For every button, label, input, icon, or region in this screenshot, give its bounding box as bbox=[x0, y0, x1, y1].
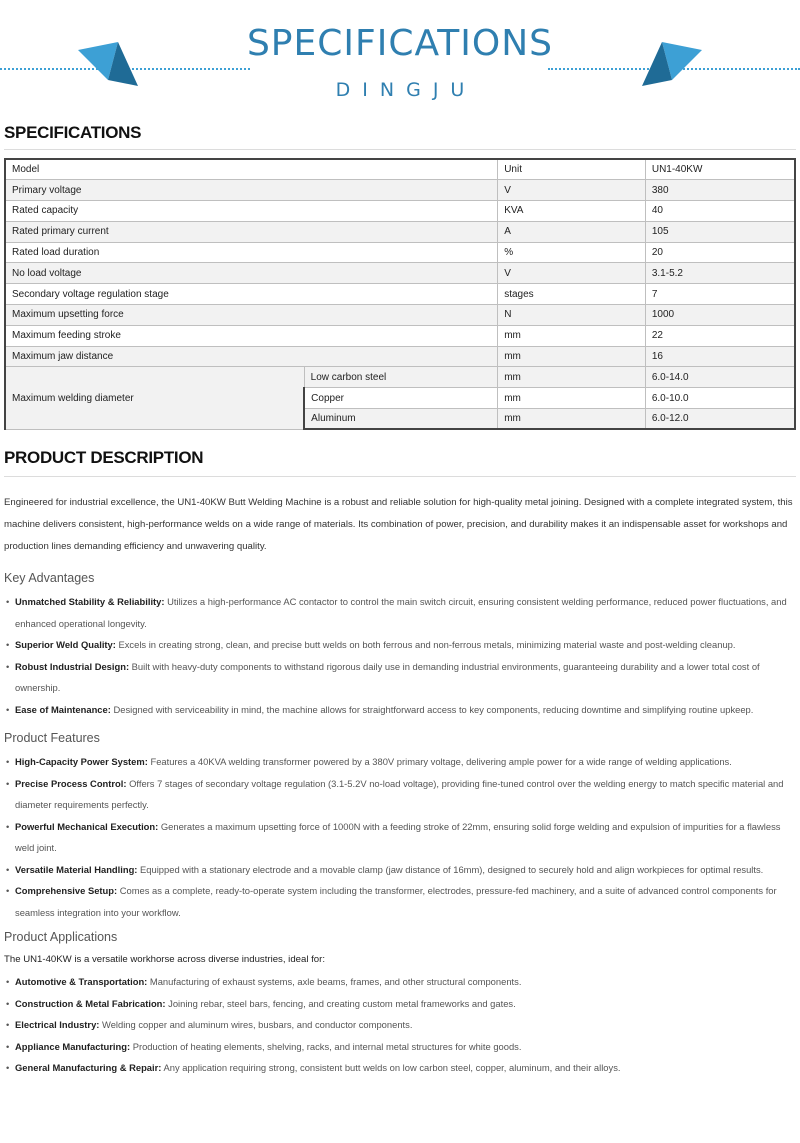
list-item bbox=[6, 656, 796, 699]
table-cell-unit: % bbox=[498, 242, 646, 263]
list-item bbox=[6, 1057, 796, 1079]
table-cell-unit: A bbox=[498, 221, 646, 242]
list-item-text: Any application requiring strong, consistent butt welds on low carbon steel, copper, aluminum, and their alloys. bbox=[161, 1062, 621, 1073]
description-paragraph: Engineered for industrial excellence, the UN1-40KW Butt Welding Machine is a robust and reliable solution for high-quality metal joining. Designed with a complete integrated system, this machine delivers consistent, high-performance welds on a wide range of materials. Its combination of power, precision, and durability makes it an indispensable asset for workshops and production lines demanding efficiency and unwavering quality. bbox=[4, 497, 793, 552]
list-item bbox=[6, 773, 796, 816]
table-cell-parameter: Maximum welding diameter bbox=[5, 367, 304, 429]
table-cell-unit: Unit bbox=[498, 159, 646, 180]
table-cell-value: 6.0-12.0 bbox=[645, 409, 795, 430]
list-item bbox=[6, 816, 796, 859]
table-cell-value: UN1-40KW bbox=[645, 159, 795, 180]
table-cell-unit: N bbox=[498, 305, 646, 326]
bullet-icon: • bbox=[6, 1019, 10, 1030]
list-item-text: Utilizes a high-performance AC contactor to control the main switch circuit, ensuring consistent welding performance, reduced power fluctuations, and enhanced operational longevity. bbox=[15, 596, 787, 629]
bullet-icon: • bbox=[6, 976, 10, 987]
table-row bbox=[5, 180, 795, 201]
table-cell-material: Low carbon steel bbox=[304, 367, 498, 388]
list-item-title: Automotive & Transportation: bbox=[15, 976, 148, 987]
bullet-icon: • bbox=[6, 885, 10, 896]
table-row bbox=[5, 263, 795, 284]
table-cell-value: 40 bbox=[645, 201, 795, 222]
table-cell-parameter: Rated primary current bbox=[5, 221, 498, 242]
table-cell-value: 3.1-5.2 bbox=[645, 263, 795, 284]
section-divider bbox=[4, 476, 796, 477]
list-item bbox=[6, 591, 796, 634]
table-cell-value: 6.0-10.0 bbox=[645, 388, 795, 409]
table-row bbox=[5, 367, 795, 388]
list-item bbox=[6, 699, 796, 721]
list-item-title: Electrical Industry: bbox=[15, 1019, 100, 1030]
bullet-icon: • bbox=[6, 820, 10, 832]
table-cell-value: 380 bbox=[645, 180, 795, 201]
list-item-title: Precise Process Control: bbox=[15, 777, 127, 789]
table-cell-unit: mm bbox=[498, 325, 646, 346]
applications-intro: The UN1-40KW is a versatile workhorse across diverse industries, ideal for: bbox=[4, 954, 325, 965]
list-item-title: Unmatched Stability & Reliability: bbox=[15, 596, 165, 607]
list-item-text: Designed with serviceability in mind, the machine allows for straightforward access to key components, reducing downtime and simplifying routine upkeep. bbox=[110, 703, 754, 715]
list-item-title: Versatile Material Handling: bbox=[15, 863, 138, 875]
table-cell-parameter: Rated capacity bbox=[5, 201, 498, 222]
list-item bbox=[6, 993, 796, 1015]
table-cell-unit: mm bbox=[498, 388, 646, 409]
product-applications-heading: Product Applications bbox=[4, 930, 118, 944]
list-item-text: Equipped with a stationary electrode and a movable clamp (jaw distance of 16mm), designed to securely hold and align workpieces for optimal results. bbox=[137, 863, 764, 875]
list-item-title: Comprehensive Setup: bbox=[15, 885, 118, 896]
table-cell-parameter: Maximum upsetting force bbox=[5, 305, 498, 326]
specifications-table bbox=[4, 158, 796, 430]
key-advantages-heading: Key Advantages bbox=[4, 571, 95, 585]
list-item-title: Appliance Manufacturing: bbox=[15, 1040, 131, 1052]
product-description-heading: PRODUCT DESCRIPTION bbox=[4, 448, 204, 467]
banner-subtitle: DINGJU bbox=[335, 79, 477, 101]
bullet-icon: • bbox=[6, 639, 10, 650]
table-cell-unit: V bbox=[498, 263, 646, 284]
table-header-row bbox=[5, 159, 795, 180]
list-item-text: Features a 40KVA welding transformer powered by a 380V primary voltage, delivering ample power for a wide range of welding applications. bbox=[147, 756, 732, 767]
product-applications-list bbox=[6, 971, 796, 1079]
list-item-text: Joining rebar, steel bars, fencing, and creating custom metal frameworks and gates. bbox=[165, 997, 516, 1009]
table-cell-value: 16 bbox=[645, 346, 795, 367]
table-cell-value: 22 bbox=[645, 325, 795, 346]
list-item-text: Welding copper and aluminum wires, busbars, and conductor components. bbox=[99, 1019, 413, 1030]
table-cell-unit: KVA bbox=[498, 201, 646, 222]
section-divider bbox=[4, 149, 796, 150]
specifications-heading: SPECIFICATIONS bbox=[4, 123, 142, 142]
table-cell-unit: mm bbox=[498, 409, 646, 430]
header-banner bbox=[0, 0, 800, 110]
table-cell-value: 105 bbox=[645, 221, 795, 242]
list-item-text: Manufacturing of exhaust systems, axle beams, frames, and other structural components. bbox=[147, 976, 522, 987]
list-item-text: Offers 7 stages of secondary voltage regulation (3.1-5.2V no-load voltage), providing fine-tuned control over the welding energy to match specific material and diameter requirements perfectly. bbox=[15, 777, 784, 810]
table-cell-value: 6.0-14.0 bbox=[645, 367, 795, 388]
table-cell-parameter: Model bbox=[5, 159, 498, 180]
table-cell-material: Aluminum bbox=[304, 409, 498, 430]
table-cell-value: 20 bbox=[645, 242, 795, 263]
key-advantages-list bbox=[6, 591, 796, 720]
list-item-text: Built with heavy-duty components to withstand rigorous daily use in demanding industrial environments, guaranteeing durability and a lower total cost of ownership. bbox=[15, 660, 760, 693]
bullet-icon: • bbox=[6, 777, 10, 789]
table-cell-unit: mm bbox=[498, 346, 646, 367]
list-item-title: Ease of Maintenance: bbox=[15, 703, 111, 715]
list-item-text: Production of heating elements, shelving, racks, and internal metal structures for white goods. bbox=[130, 1040, 522, 1052]
list-item bbox=[6, 1014, 796, 1036]
list-item-title: Powerful Mechanical Execution: bbox=[15, 820, 159, 832]
table-cell-parameter: Secondary voltage regulation stage bbox=[5, 284, 498, 305]
product-features-list bbox=[6, 751, 796, 923]
product-features-heading: Product Features bbox=[4, 731, 100, 745]
table-cell-parameter: Rated load duration bbox=[5, 242, 498, 263]
list-item-text: Comes as a complete, ready-to-operate system including the transformer, electrodes, pressure-fed machinery, and a suite of advanced control components for seamless integration into your workflow. bbox=[15, 885, 777, 918]
table-row bbox=[5, 242, 795, 263]
bullet-icon: • bbox=[6, 596, 10, 607]
table-cell-material: Copper bbox=[304, 388, 498, 409]
list-item-text: Generates a maximum upsetting force of 1000N with a feeding stroke of 22mm, ensuring solid forge welding and expulsion of impurities for a flawless weld joint. bbox=[15, 820, 781, 853]
table-row bbox=[5, 221, 795, 242]
table-cell-unit: mm bbox=[498, 367, 646, 388]
bullet-icon: • bbox=[6, 863, 10, 875]
bullet-icon: • bbox=[6, 660, 10, 672]
bullet-icon: • bbox=[6, 997, 10, 1009]
table-cell-value: 1000 bbox=[645, 305, 795, 326]
bullet-icon: • bbox=[6, 703, 10, 715]
table-cell-parameter: Primary voltage bbox=[5, 180, 498, 201]
table-cell-parameter: Maximum jaw distance bbox=[5, 346, 498, 367]
table-cell-parameter: No load voltage bbox=[5, 263, 498, 284]
table-row bbox=[5, 325, 795, 346]
table-row bbox=[5, 284, 795, 305]
table-cell-unit: V bbox=[498, 180, 646, 201]
list-item-title: General Manufacturing & Repair: bbox=[15, 1062, 162, 1073]
table-cell-value: 7 bbox=[645, 284, 795, 305]
list-item-text: Excels in creating strong, clean, and precise butt welds on both ferrous and non-ferrous metals, minimizing material waste and post-welding cleanup. bbox=[115, 639, 736, 650]
list-item-title: High-Capacity Power System: bbox=[15, 756, 148, 767]
list-item bbox=[6, 1036, 796, 1058]
table-row bbox=[5, 346, 795, 367]
bullet-icon: • bbox=[6, 1040, 10, 1052]
list-item-title: Construction & Metal Fabrication: bbox=[15, 997, 166, 1009]
list-item bbox=[6, 634, 796, 656]
bullet-icon: • bbox=[6, 756, 10, 767]
list-item bbox=[6, 880, 796, 923]
list-item-title: Robust Industrial Design: bbox=[15, 660, 130, 672]
table-row bbox=[5, 305, 795, 326]
list-item bbox=[6, 971, 796, 993]
table-cell-unit: stages bbox=[498, 284, 646, 305]
table-row bbox=[5, 201, 795, 222]
banner-title: SPECIFICATIONS bbox=[246, 23, 554, 64]
list-item-title: Superior Weld Quality: bbox=[15, 639, 116, 650]
list-item bbox=[6, 859, 796, 881]
list-item bbox=[6, 751, 796, 773]
table-cell-parameter: Maximum feeding stroke bbox=[5, 325, 498, 346]
bullet-icon: • bbox=[6, 1062, 10, 1073]
